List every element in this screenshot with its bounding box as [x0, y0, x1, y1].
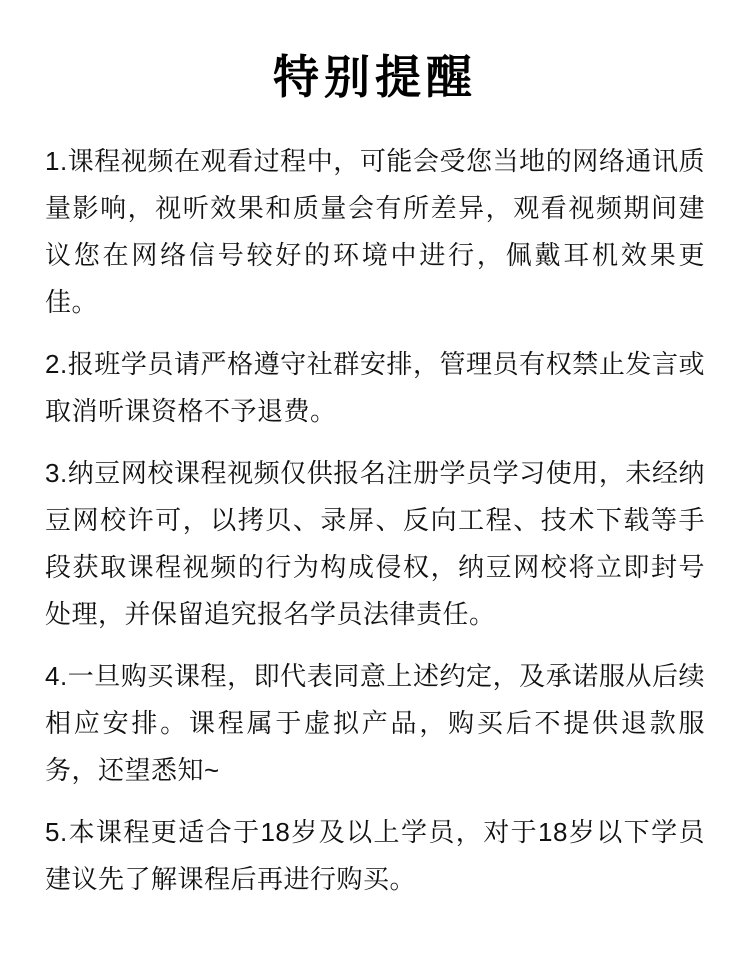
notice-paragraph-5: 5.本课程更适合于18岁及以上学员，对于18岁以下学员建议先了解课程后再进行购买。 — [45, 817, 705, 894]
notice-paragraph-1: 1.课程视频在观看过程中，可能会受您当地的网络通讯质量影响，视听效果和质量会有所差异，观看视频期间建议您在网络信号较好的环境中进行，佩戴耳机效果更佳。 — [45, 146, 705, 317]
notice-paragraph-2: 2.报班学员请严格遵守社群安排，管理员有权禁止发言或取消听课资格不予退费。 — [45, 349, 705, 426]
notice-paragraph-4: 4.一旦购买课程，即代表同意上述约定，及承诺服从后续相应安排。课程属于虚拟产品，购买后不提供退款服务，还望悉知~ — [45, 661, 705, 785]
notice-paragraph-3: 3.纳豆网校课程视频仅供报名注册学员学习使用，未经纳豆网校许可，以拷贝、录屏、反向工程、技术下载等手段获取课程视频的行为构成侵权，纳豆网校将立即封号处理，并保留追究报名学员法律责任。 — [45, 458, 705, 629]
page-title: 特别提醒 — [273, 51, 477, 103]
notice-page — [0, 52, 750, 973]
